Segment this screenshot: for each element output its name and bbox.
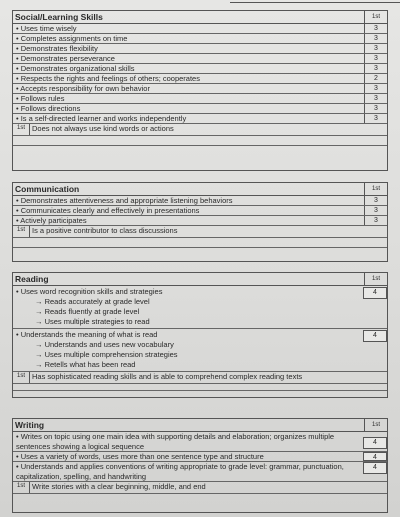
comment-text: Write stories with a clear beginning, middle, and end <box>32 482 206 491</box>
sub-skill-text: → Uses multiple strategies to read <box>35 317 150 326</box>
skill-text: • Respects the rights and feelings of others; cooperates <box>16 74 200 83</box>
score-cell: 4 <box>363 437 387 449</box>
score-cell: 3 <box>364 114 387 123</box>
section-header <box>13 419 387 432</box>
comment-quarter: 1st <box>13 482 30 493</box>
comment-text: Has sophisticated reading skills and is able to comprehend complex reading texts <box>32 372 303 381</box>
sub-skill-text: → Reads fluently at grade level <box>35 307 140 316</box>
comment-row <box>13 124 387 136</box>
communication-section <box>12 182 388 262</box>
sub-skill-text: → Uses multiple comprehension strategies <box>35 350 178 359</box>
sub-skill-text: → Understands and uses new vocabulary <box>35 340 174 349</box>
skill-text: • Understands and applies conventions of writing appropriate to grade level: grammar, punctuation, capitalization, spelling, and handwriting <box>16 462 344 481</box>
skill-row <box>13 34 387 44</box>
skill-row <box>13 104 387 114</box>
section-header <box>13 183 387 196</box>
comment-blank-line <box>13 136 387 146</box>
score-cell: 3 <box>364 216 387 225</box>
score-cell: 3 <box>364 54 387 63</box>
skill-row <box>13 84 387 94</box>
quarter-header: 1st <box>364 11 387 23</box>
skill-row <box>13 54 387 64</box>
score-cell: 3 <box>364 64 387 73</box>
score-cell: 4 <box>363 462 387 474</box>
social-learning-section <box>12 10 388 171</box>
score-cell: 3 <box>364 104 387 113</box>
comment-text: Does not always use kind words or actions <box>32 124 174 133</box>
score-cell: 3 <box>364 84 387 93</box>
skill-row <box>13 216 387 226</box>
score-cell: 4 <box>363 287 387 299</box>
comment-blank-line <box>13 494 387 504</box>
skill-text: • Demonstrates attentiveness and appropriate listening behaviors <box>16 196 233 205</box>
quarter-header: 1st <box>364 273 387 285</box>
sub-skill-text: → Reads accurately at grade level <box>35 297 150 306</box>
skill-text: • Understands the meaning of what is read <box>16 330 158 339</box>
skill-group <box>13 329 387 372</box>
score-cell: 3 <box>364 24 387 33</box>
skill-row <box>13 462 387 482</box>
section-title: Social/Learning Skills <box>15 12 103 22</box>
section-header <box>13 11 387 24</box>
skill-group <box>13 286 387 329</box>
skill-row <box>13 64 387 74</box>
comment-row <box>13 372 387 384</box>
score-cell: 3 <box>364 44 387 53</box>
skill-text: • Demonstrates perseverance <box>16 54 115 63</box>
score-cell: 3 <box>364 206 387 215</box>
skill-text: • Actively participates <box>16 216 87 225</box>
score-cell: 3 <box>364 94 387 103</box>
comment-quarter: 1st <box>13 226 30 237</box>
skill-row <box>13 452 387 462</box>
skill-text: • Follows directions <box>16 104 81 113</box>
score-cell: 2 <box>364 74 387 83</box>
skill-text: • Uses word recognition skills and strategies <box>16 287 163 296</box>
skill-row <box>13 114 387 124</box>
skill-row <box>13 432 387 452</box>
skill-text: • Follows rules <box>16 94 65 103</box>
skill-row <box>13 24 387 34</box>
comment-blank-line <box>13 146 387 156</box>
score-cell: 4 <box>363 452 387 461</box>
skill-text: • Accepts responsibility for own behavior <box>16 84 150 93</box>
skill-text: • Completes assignments on time <box>16 34 128 43</box>
score-cell: 4 <box>363 330 387 342</box>
skill-text: • Communicates clearly and effectively in presentations <box>16 206 200 215</box>
score-cell: 3 <box>364 196 387 205</box>
comment-text: Is a positive contributor to class discussions <box>32 226 178 235</box>
skill-row <box>13 94 387 104</box>
comment-row <box>13 482 387 494</box>
comment-row <box>13 226 387 238</box>
reading-section <box>12 272 388 398</box>
quarter-header: 1st <box>364 419 387 431</box>
skill-text: • Uses time wisely <box>16 24 77 33</box>
comment-quarter: 1st <box>13 124 30 135</box>
section-header <box>13 273 387 286</box>
skill-row <box>13 196 387 206</box>
skill-row <box>13 44 387 54</box>
skill-row <box>13 206 387 216</box>
section-title: Reading <box>15 274 49 284</box>
skill-row <box>13 74 387 84</box>
section-title: Writing <box>15 420 45 430</box>
sub-skill-text: → Retells what has been read <box>35 360 136 369</box>
skill-text: • Demonstrates flexibility <box>16 44 98 53</box>
skill-text: • Writes on topic using one main idea with supporting details and elaboration; organizes multiple sentences showing a logical sequence <box>16 432 335 451</box>
comment-blank-line <box>13 248 387 258</box>
skill-text: • Is a self-directed learner and works independently <box>16 114 187 123</box>
skill-text: • Uses a variety of words, uses more than one sentence type and structure <box>16 452 264 461</box>
comment-quarter: 1st <box>13 372 30 383</box>
quarter-header: 1st <box>364 183 387 195</box>
comment-blank-line <box>13 238 387 248</box>
writing-section <box>12 418 388 513</box>
comment-blank-line <box>13 384 387 391</box>
skill-text: • Demonstrates organizational skills <box>16 64 135 73</box>
comment-blank-line <box>13 391 387 398</box>
section-title: Communication <box>15 184 80 194</box>
top-rule <box>230 2 400 3</box>
score-cell: 3 <box>364 34 387 43</box>
